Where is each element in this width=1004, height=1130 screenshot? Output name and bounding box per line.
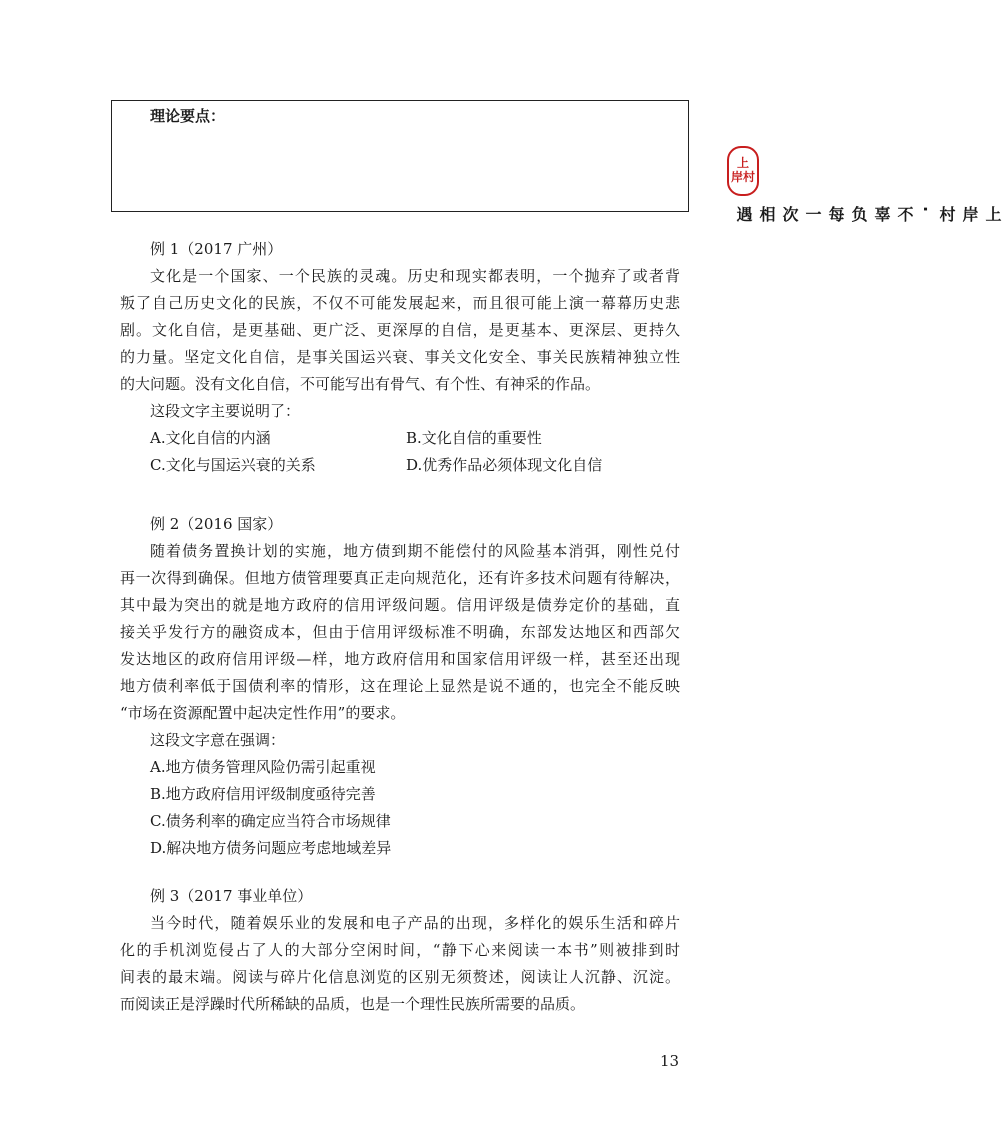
example-3-passage-line: 化的手机浏览侵占了人的大部分空闲时间，“静下心来阅读一本书”则被排到时: [120, 941, 680, 959]
brand-slogan: 上岸村·不辜负每一次相遇: [734, 206, 1002, 225]
example-2-title: 例 2（2016 国家）: [150, 515, 283, 533]
example-3-passage-line: 当今时代，随着娱乐业的发展和电子产品的出现，多样化的娱乐生活和碎片: [150, 914, 680, 932]
example-1-passage-line: 的大问题。没有文化自信，不可能写出有骨气、有个性、有神采的作品。: [120, 375, 601, 393]
example-2-option-b: B.地方政府信用评级制度亟待完善: [150, 785, 376, 803]
example-2-passage-line: 地方债利率低于国债利率的情形，这在理论上显然是说不通的，也完全不能反映: [120, 677, 680, 695]
theory-points-box: [111, 100, 689, 212]
example-2-option-c: C.债务利率的确定应当符合市场规律: [150, 812, 391, 830]
example-1-title: 例 1（2017 广州）: [150, 240, 283, 258]
example-3-title: 例 3（2017 事业单位）: [150, 887, 313, 905]
example-1-option-c: C.文化与国运兴衰的关系: [150, 456, 316, 474]
brand-seal-logo: 上 岸村: [727, 146, 759, 196]
example-2-option-a: A.地方债务管理风险仍需引起重视: [150, 758, 376, 776]
theory-points-title: 理论要点：: [150, 107, 226, 125]
example-2-passage-line: 其中最为突出的就是地方政府的信用评级问题。信用评级是债券定价的基础，直: [120, 596, 680, 614]
example-1-option-b: B.文化自信的重要性: [406, 429, 542, 447]
example-3-passage-line: 而阅读正是浮躁时代所稀缺的品质，也是一个理性民族所需要的品质。: [120, 995, 586, 1013]
example-1-passage-line: 文化是一个国家、一个民族的灵魂。历史和现实都表明，一个抛弃了或者背: [150, 267, 680, 285]
example-2-passage-line: 再一次得到确保。但地方债管理要真正走向规范化，还有许多技术问题有待解决，: [120, 569, 680, 587]
example-2-passage-line: “市场在资源配置中起决定性作用”的要求。: [120, 704, 406, 722]
example-1-option-d: D.优秀作品必须体现文化自信: [406, 456, 603, 474]
example-1-option-a: A.文化自信的内涵: [150, 429, 271, 447]
page-number: 13: [660, 1052, 680, 1070]
example-2-passage-line: 随着债务置换计划的实施，地方债到期不能偿付的风险基本消弭，刚性兑付: [150, 542, 680, 560]
example-2-passage-line: 发达地区的政府信用评级—样，地方政府信用和国家信用评级一样，甚至还出现: [120, 650, 680, 668]
example-1-question: 这段文字主要说明了：: [150, 402, 301, 420]
example-1-passage-line: 叛了自己历史文化的民族，不仅不可能发展起来，而且很可能上演一幕幕历史悲: [120, 294, 680, 312]
example-3-passage-line: 间表的最末端。阅读与碎片化信息浏览的区别无须赘述，阅读让人沉静、沉淀。: [120, 968, 680, 986]
example-1-passage-line: 剧。文化自信，是更基础、更广泛、更深厚的自信，是更基本、更深层、更持久: [120, 321, 680, 339]
example-2-question: 这段文字意在强调：: [150, 731, 286, 749]
example-2-passage-line: 接关乎发行方的融资成本，但由于信用评级标准不明确，东部发达地区和西部欠: [120, 623, 680, 641]
example-2-option-d: D.解决地方债务问题应考虑地域差异: [150, 839, 392, 857]
example-1-passage-line: 的力量。坚定文化自信，是事关国运兴衰、事关文化安全、事关民族精神独立性: [120, 348, 680, 366]
